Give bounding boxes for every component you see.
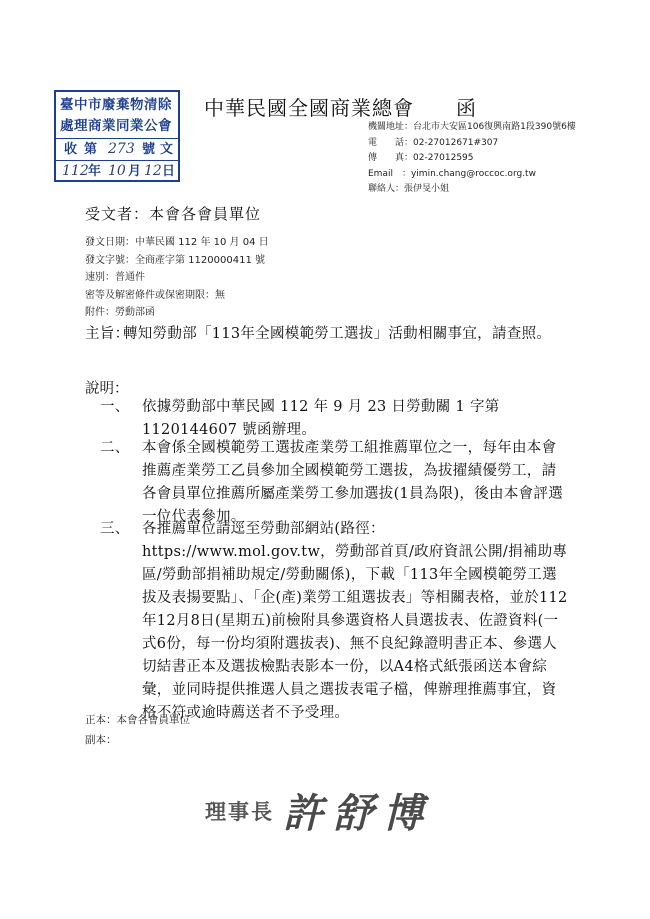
subject-label: 主旨：	[85, 326, 130, 342]
copy-recipients: 副本：	[85, 734, 117, 746]
stamp-date-day-label: 日	[162, 164, 176, 179]
signature-name: 許舒博	[283, 790, 433, 837]
sender-phone: 電 話：02-27012671#307	[368, 137, 499, 148]
original-recipients: 正本：本會各會員單位	[85, 714, 190, 726]
stamp-receipt-di: 第	[84, 142, 98, 157]
document-meta	[85, 234, 269, 322]
description-label: 說明：	[85, 381, 129, 397]
stamp-receipt-number: 273	[108, 141, 135, 157]
item-text: 依據勞動部中華民國 112 年 9 月 23 日勞動關 1 字第 1120144607 號函辦理。	[142, 399, 500, 438]
document-number: 發文字號：全商產字第 1120000411 號	[85, 254, 265, 266]
sender-email: Email ：yimin.chang@roccoc.org.tw	[368, 168, 536, 179]
item-number: 二、	[100, 440, 130, 456]
sender-address: 機關地址：台北市大安區106復興南路1段390號6樓	[368, 122, 576, 132]
sender-contact: 聯絡人：張伊旻小姐	[368, 184, 450, 194]
subject	[85, 323, 565, 345]
recipient: 受文者：本會各會員單位	[85, 205, 262, 223]
stamp-receipt-row	[56, 138, 178, 160]
issue-date: 發文日期：中華民國 112 年 10 月 04 日	[85, 237, 269, 248]
sender-fax: 傳 真：02-27012595	[368, 153, 474, 163]
stamp-receipt-hao: 號	[142, 142, 156, 157]
item-number: 一、	[100, 399, 130, 415]
stamp-date-month: 10	[108, 163, 126, 179]
item-text: 本會係全國模範勞工選拔產業勞工組推薦單位之一，每年由本會推薦產業勞工乙員參加全國模範勞工選拔，為拔擢績優勞工，請各會員單位推薦所屬產業勞工參加選拔(1員為限)，後由本會評選一位代表參加。	[142, 440, 564, 525]
stamp-date-year-label: 年	[88, 164, 102, 179]
sender-info	[368, 120, 576, 198]
distribution	[85, 710, 190, 750]
signature-block	[205, 782, 505, 842]
stamp-receipt-wen: 文	[160, 142, 174, 157]
description-item-2	[100, 437, 570, 529]
item-text: 各推薦單位請逕至勞動部網站(路徑：https://www.mol.gov.tw，勞動部首頁/政府資訊公開/捐補助專區/勞動部捐補助規定/勞動關係)，下載「113年全國模範勞工選拔及表揚要點」、「企(產)業勞工組選拔表」等相關表格，並於112年12月8日(星期五)前檢附具參選資格人員選拔表、佐證資料(一式6份，每一份均須附選拔表)、無不良紀錄證明書正本、參選人切結書正本及選拔檢點表影本一份，以A4格式紙張函送本會綜彙，並同時提供推選人員之選拔表電子檔，俾辦理推薦事宜，資格不符或逾時薦送者不予受理。	[142, 521, 568, 721]
stamp-receipt-prefix: 收	[64, 142, 78, 157]
stamp-date-day: 12	[144, 163, 162, 179]
speed-class: 速別：普通件	[85, 272, 145, 283]
subject-text: 轉知勞動部「113年全國模範勞工選拔」活動相關事宜，請查照。	[123, 326, 552, 342]
description-item-3	[100, 518, 570, 725]
letter-title: 中華民國全國商業總會 函	[204, 96, 477, 120]
stamp-date-year: 112	[62, 163, 89, 179]
description-item-1	[100, 396, 570, 442]
item-number: 三、	[100, 521, 130, 537]
attachment: 附件：勞動部函	[85, 307, 155, 318]
signature-title: 理事長	[205, 799, 274, 824]
stamp-date-row	[56, 160, 178, 182]
stamp-date-month-label: 月	[128, 164, 142, 179]
received-stamp	[54, 90, 180, 182]
security-level: 密等及解密條件或保密期限：無	[85, 289, 225, 301]
stamp-org-name: 臺中市廢棄物清除處理商業同業公會	[60, 97, 172, 134]
